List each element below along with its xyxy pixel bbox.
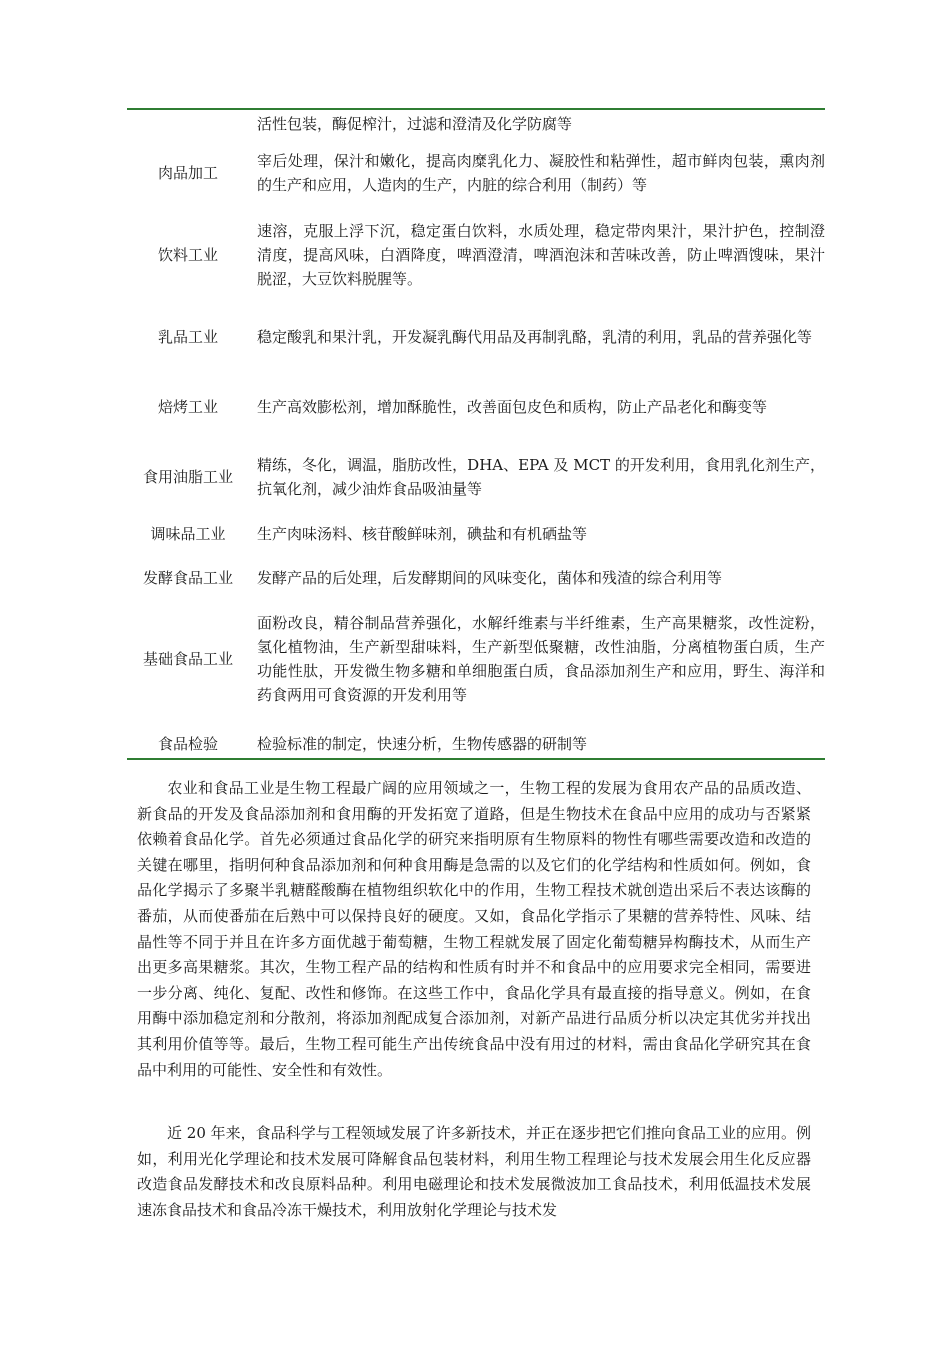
row-category: 肉品加工 [157,164,218,182]
paragraph-text: 农业和食品工业是生物工程最广阔的应用领域之一，生物工程的发展为食用农产品的品质改造、新食品的开发及食品添加剂和食用酶的开发拓宽了道路，但是生物技术在食品中应用的成功与否紧紧依赖着食品化学。首先必须通过食品化学的研究来指明原有生物原料的物性有哪些需要改造和改造的关键在哪里，指明何种食品添加剂和何种食用酶是急需的以及它们的化学结构和性质如何。例如，食品化学揭示了多聚半乳糖醛酸酶在植物组织软化中的作用，生物工程技术就创造出采后不表达该酶的番茄，从而使番茄在后熟中可以保持良好的硬度。又如，食品化学指示了果糖的营养特性、风味、结晶性等不同于并且在许多方面优越于葡萄糖，生物工程就发展了固定化葡萄糖异构酶技术，从而生产出更多高果糖浆。其次，生物工程产品的结构和性质有时并不和食品中的应用要求完全相同，需要进一步分离、纯化、复配、改性和修饰。在这些工作中，食品化学具有最直接的指导意义。例如，在食用酶中添加稳定剂和分散剂，将添加剂配成复合添加剂，对新产品进行品质分析以决定其优劣并找出其利用价值等等。最后，生物工程可能生产出传统食品中没有用过的材料，需由食品化学研究其在食品中利用的可能性、安全性和有效性。 [137,779,811,1079]
row-category: 食用油脂工业 [142,468,233,486]
row-description: 发酵产品的后处理，后发酵期间的风味变化，菌体和残渣的综合利用等 [257,569,723,587]
table-row [127,442,825,512]
table-row [127,302,825,372]
row-category: 调味品工业 [150,525,226,543]
row-category: 饮料工业 [157,246,218,264]
body-paragraph [137,1121,811,1223]
row-description: 检验标准的制定，快速分析，生物传感器的研制等 [257,735,588,753]
row-description: 稳定酸乳和果汁乳，开发凝乳酶代用品及再制乳酪，乳清的利用，乳品的营养强化等 [257,328,813,346]
row-description: 生产肉味汤料、核苷酸鲜味剂，碘盐和有机硒盐等 [257,525,588,543]
table-bottom-rule [127,758,825,760]
row-category: 焙烤工业 [157,398,218,416]
table-row [127,718,825,758]
table-row [127,512,825,556]
row-category: 乳品工业 [157,328,218,346]
row-category: 基础食品工业 [142,650,233,668]
body-paragraph [137,776,811,1083]
application-table [127,108,825,760]
row-description: 精练，冬化，调温，脂肪改性，DHA、EPA 及 MCT 的开发利用，食用乳化剂生产，抗氧化剂，减少油炸食品吸油量等 [257,456,825,498]
row-category: 发酵食品工业 [142,569,233,587]
row-description: 活性包装，酶促榨汁，过滤和澄清及化学防腐等 [257,115,573,133]
row-description: 速溶，克服上浮下沉，稳定蛋白饮料，水质处理，稳定带肉果汁，果汁护色，控制澄清度，提高风味，白酒降度，啤酒澄清，啤酒泡沫和苦味改善，防止啤酒馊味，果汁脱涩，大豆饮料脱腥等。 [257,222,825,288]
table-row [127,138,825,208]
paragraph-text: 近 20 年来，食品科学与工程领域发展了许多新技术，并正在逐步把它们推向食品工业的应用。例如，利用光化学理论和技术发展可降解食品包装材料，利用生物工程理论与技术发展会用生化反应器改造食品发酵技术和改良原料品种。利用电磁理论和技术发展微波加工食品技术，利用低温技术发展速冻食品技术和食品冷冻干燥技术，利用放射化学理论与技术发 [137,1124,811,1219]
row-category: 食品检验 [157,735,218,753]
row-category [127,110,249,138]
table-row [127,372,825,442]
row-description: 面粉改良，精谷制品营养强化，水解纤维素与半纤维素，生产高果糖浆，改性淀粉，氢化植物油，生产新型甜味料，生产新型低聚糖，改性油脂，分离植物蛋白质，生产功能性肽，开发微生物多糖和单细胞蛋白质，食品添加剂生产和应用，野生、海洋和药食两用可食资源的开发利用等 [257,614,825,704]
table-row [127,110,825,138]
table-row [127,208,825,302]
row-description: 宰后处理，保汁和嫩化，提高肉糜乳化力、凝胶性和粘弹性，超市鲜肉包装，熏肉剂的生产和应用，人造肉的生产，内脏的综合利用（制药）等 [257,152,825,194]
table-row [127,600,825,718]
row-description: 生产高效膨松剂，增加酥脆性，改善面包皮色和质构，防止产品老化和酶变等 [257,398,768,416]
table-body [127,110,825,758]
table-row [127,556,825,600]
